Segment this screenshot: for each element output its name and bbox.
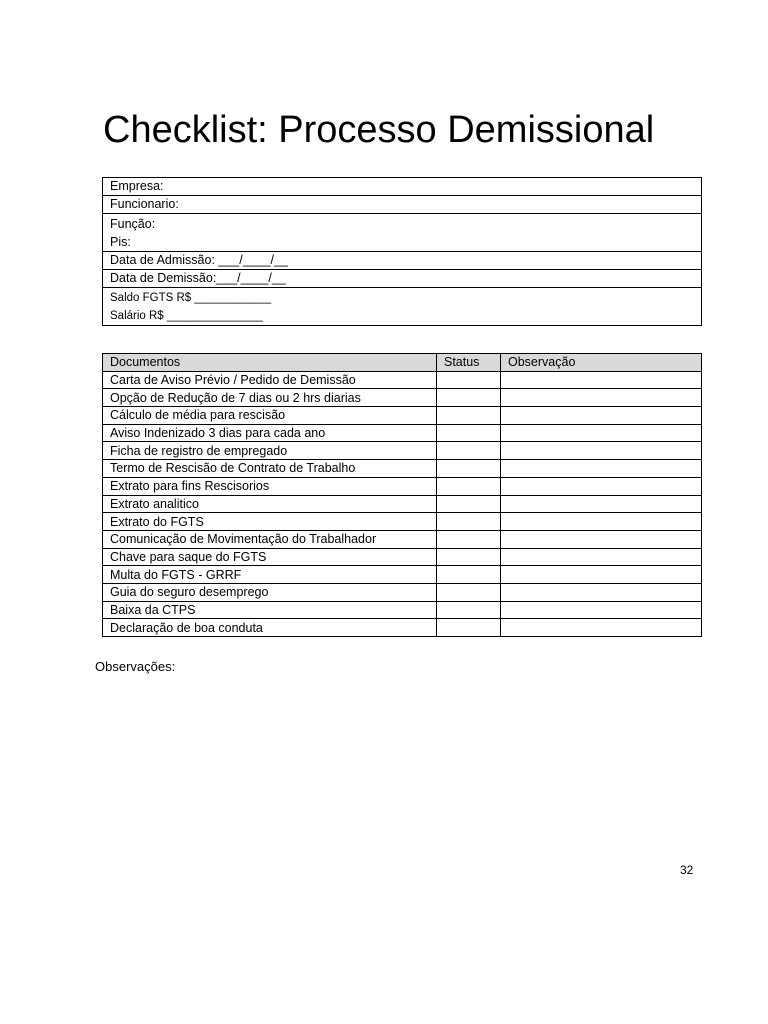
document-name-cell: Termo de Rescisão de Contrato de Trabalho — [103, 460, 437, 478]
empresa-field: Empresa: — [103, 178, 702, 196]
document-name-cell: Baixa da CTPS — [103, 601, 437, 619]
status-cell — [437, 442, 501, 460]
table-row — [103, 495, 702, 513]
observacao-cell — [501, 389, 702, 407]
document-name-cell: Multa do FGTS - GRRF — [103, 566, 437, 584]
document-name-cell: Extrato para fins Rescisorios — [103, 477, 437, 495]
observacao-cell — [501, 424, 702, 442]
observacao-cell — [501, 407, 702, 425]
header-documentos: Documentos — [103, 354, 437, 372]
document-name-cell: Ficha de registro de empregado — [103, 442, 437, 460]
data-admissao-field: Data de Admissão: ___/____/__ — [103, 252, 702, 270]
document-name-cell: Extrato analitico — [103, 495, 437, 513]
table-row — [103, 424, 702, 442]
observacao-cell — [501, 495, 702, 513]
observacoes-label: Observações: — [95, 659, 176, 674]
document-name-cell: Extrato do FGTS — [103, 513, 437, 531]
status-cell — [437, 424, 501, 442]
table-header-row — [103, 354, 702, 372]
table-row — [103, 548, 702, 566]
status-cell — [437, 407, 501, 425]
saldo-fgts-field: Saldo FGTS R$ ____________ — [110, 291, 272, 304]
observacao-cell — [501, 513, 702, 531]
observacao-cell — [501, 460, 702, 478]
observacao-cell — [501, 477, 702, 495]
table-row — [103, 619, 702, 637]
document-name-cell: Guia do seguro desemprego — [103, 583, 437, 601]
status-cell — [437, 495, 501, 513]
funcao-field: Função: — [110, 216, 156, 231]
documents-checklist-table — [102, 353, 702, 637]
table-row — [103, 601, 702, 619]
observacao-cell — [501, 583, 702, 601]
info-row-empresa — [103, 178, 702, 196]
document-name-cell: Declaração de boa conduta — [103, 619, 437, 637]
observacao-cell — [501, 442, 702, 460]
table-row — [103, 407, 702, 425]
document-name-cell: Carta de Aviso Prévio / Pedido de Demissão — [103, 371, 437, 389]
table-row — [103, 371, 702, 389]
table-row — [103, 389, 702, 407]
status-cell — [437, 601, 501, 619]
status-cell — [437, 583, 501, 601]
status-cell — [437, 460, 501, 478]
saldo-salario-cell — [103, 288, 702, 326]
status-cell — [437, 389, 501, 407]
document-name-cell: Comunicação de Movimentação do Trabalhador — [103, 530, 437, 548]
observacao-cell — [501, 548, 702, 566]
table-row — [103, 530, 702, 548]
observacao-cell — [501, 371, 702, 389]
table-row — [103, 583, 702, 601]
info-row-funcionario — [103, 196, 702, 214]
document-name-cell: Opção de Redução de 7 dias ou 2 hrs diarias — [103, 389, 437, 407]
table-row — [103, 460, 702, 478]
table-row — [103, 477, 702, 495]
page-title: Checklist: Processo Demissional — [103, 109, 655, 151]
table-row — [103, 513, 702, 531]
observacao-cell — [501, 566, 702, 584]
table-row — [103, 442, 702, 460]
data-demissao-field: Data de Demissão:___/____/__ — [103, 270, 702, 288]
status-cell — [437, 530, 501, 548]
info-row-funcao-pis — [103, 214, 702, 252]
info-row-demissao — [103, 270, 702, 288]
info-row-saldo-salario — [103, 288, 702, 326]
salario-field: Salário R$ _______________ — [110, 309, 263, 322]
status-cell — [437, 513, 501, 531]
document-name-cell: Cálculo de média para rescisão — [103, 407, 437, 425]
status-cell — [437, 566, 501, 584]
document-name-cell: Chave para saque do FGTS — [103, 548, 437, 566]
header-status: Status — [437, 354, 501, 372]
funcao-pis-cell — [103, 214, 702, 252]
employee-info-table — [102, 177, 702, 326]
table-row — [103, 566, 702, 584]
observacao-cell — [501, 530, 702, 548]
info-row-admissao — [103, 252, 702, 270]
pis-field: Pis: — [110, 234, 131, 249]
status-cell — [437, 477, 501, 495]
header-observacao: Observação — [501, 354, 702, 372]
status-cell — [437, 371, 501, 389]
document-name-cell: Aviso Indenizado 3 dias para cada ano — [103, 424, 437, 442]
page-number: 32 — [680, 863, 694, 877]
observacao-cell — [501, 619, 702, 637]
status-cell — [437, 548, 501, 566]
observacao-cell — [501, 601, 702, 619]
status-cell — [437, 619, 501, 637]
funcionario-field: Funcionario: — [103, 196, 702, 214]
